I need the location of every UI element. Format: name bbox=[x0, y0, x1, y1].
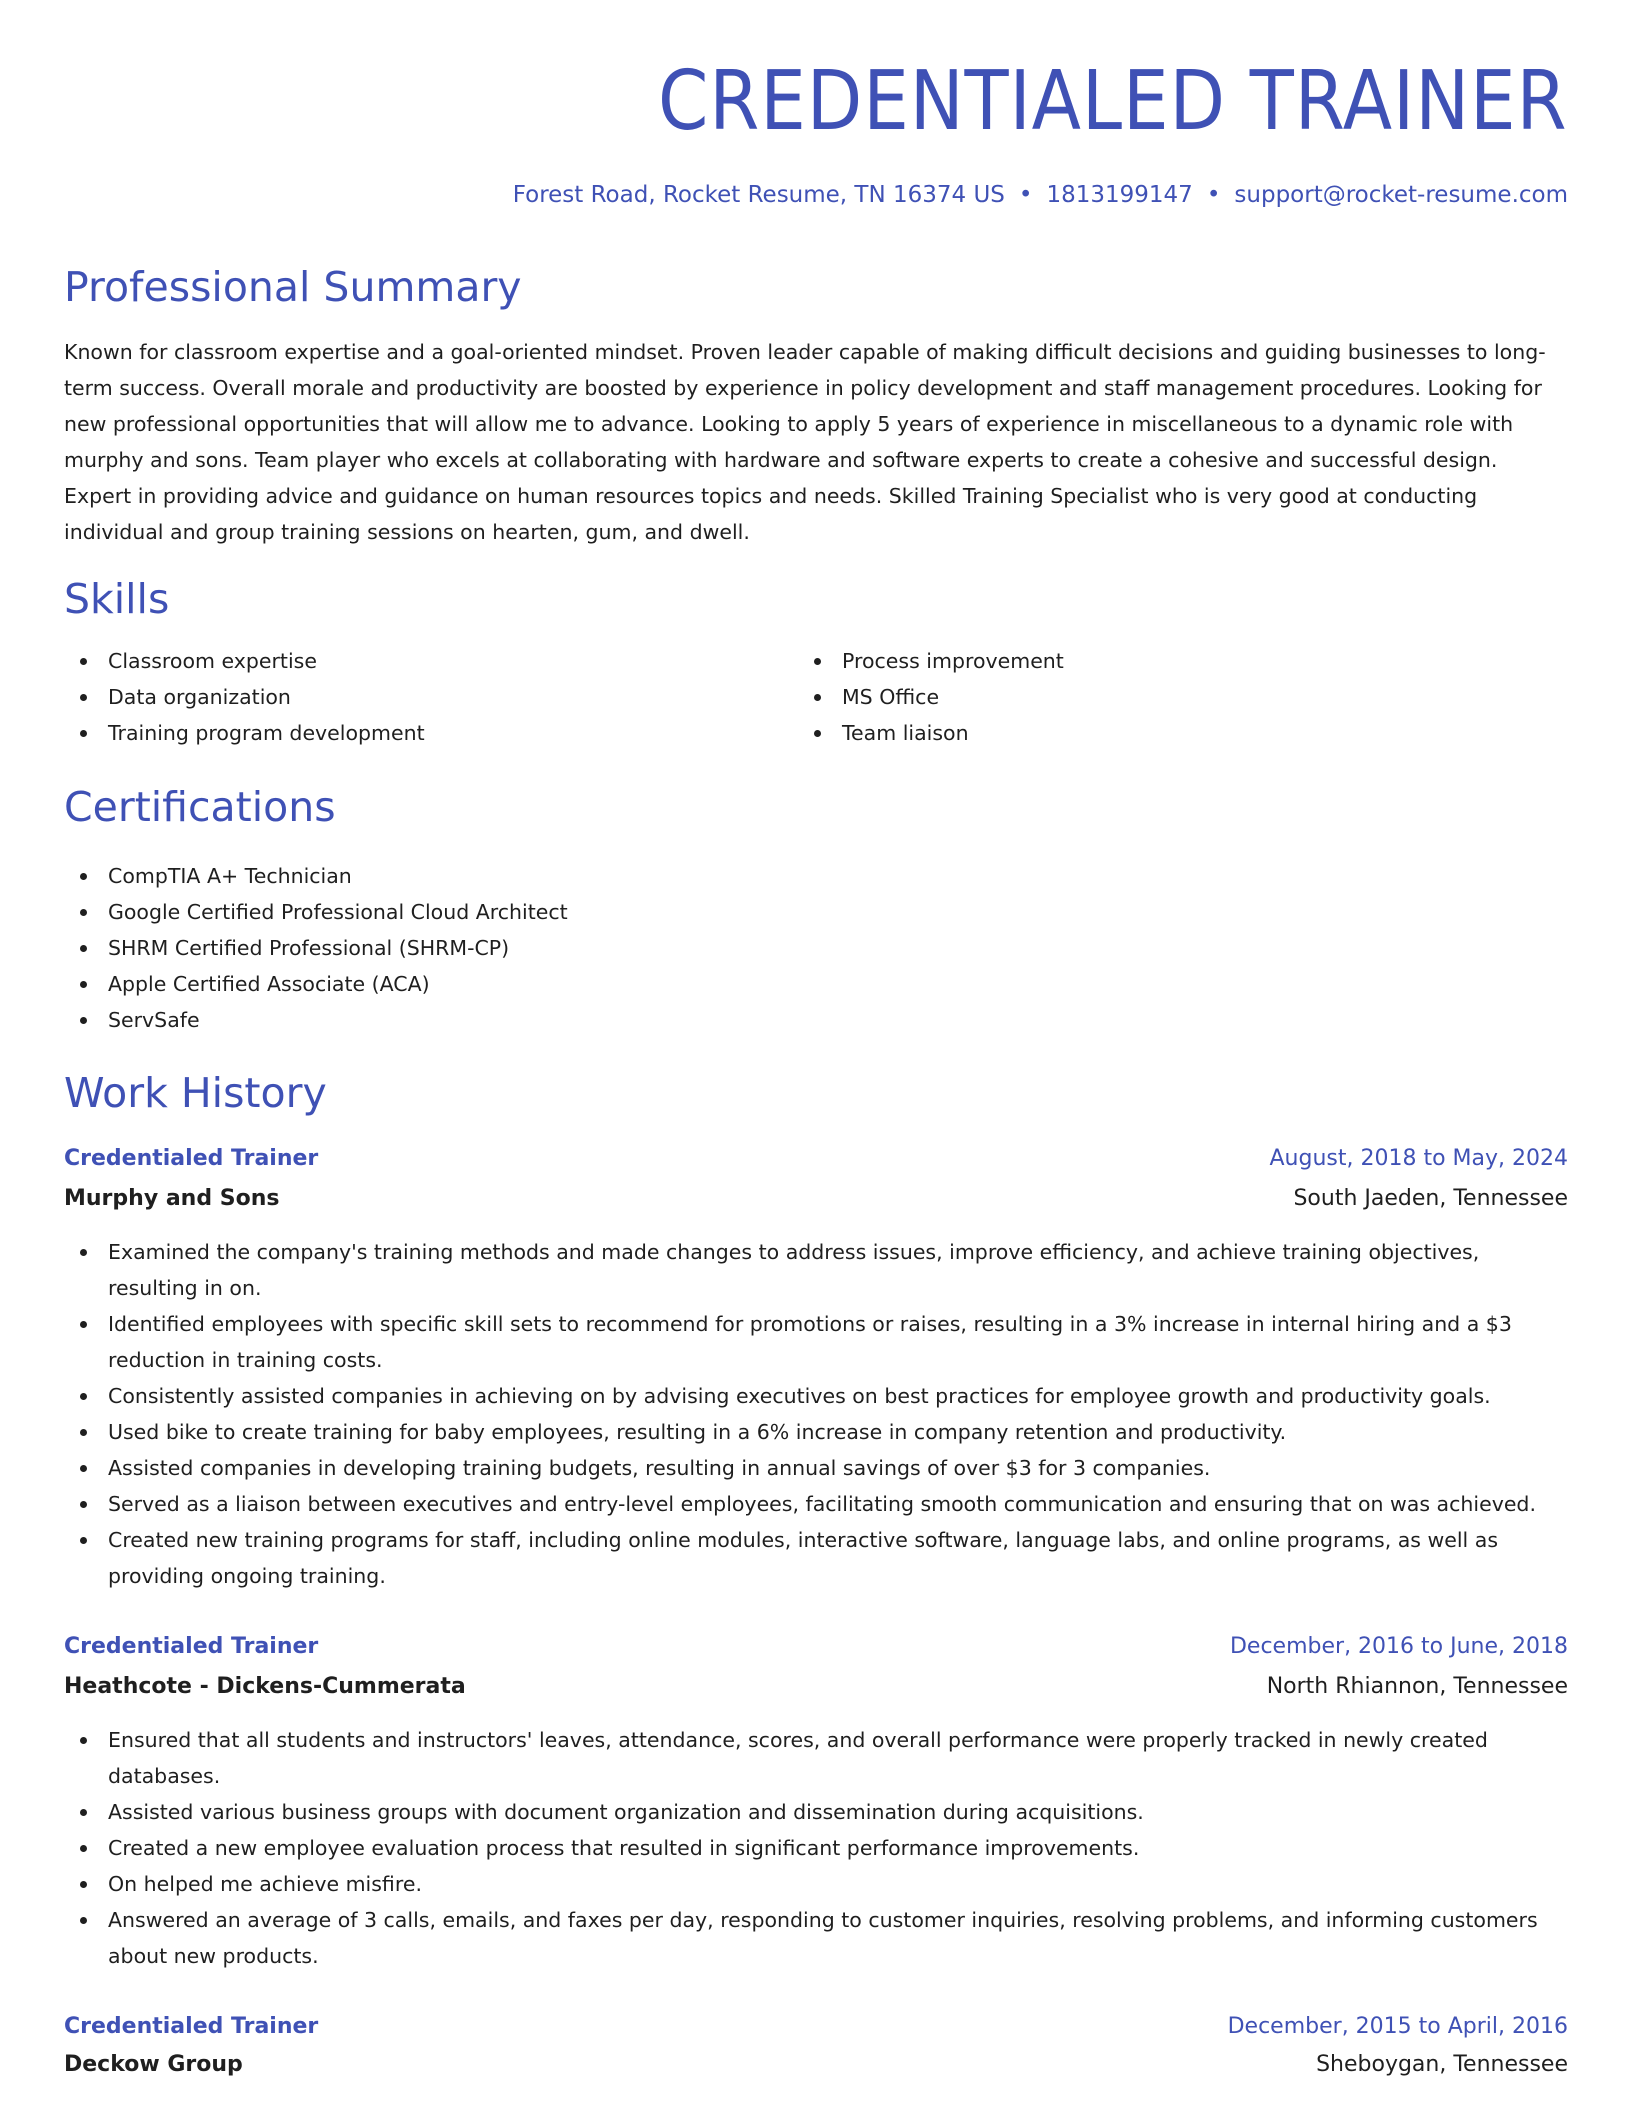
skill-item: Training program development bbox=[64, 715, 764, 751]
job-bullet: Identified employees with specific skill sets to recommend for promotions or raises, resulting in a 3% increase in internal hiring and a $3 reduction in training costs. bbox=[64, 1306, 1568, 1378]
contact-separator: • bbox=[1206, 182, 1221, 208]
skills-heading: Skills bbox=[64, 575, 170, 623]
job-location: South Jaeden, Tennessee bbox=[1293, 1186, 1568, 1211]
job-dates: December, 2016 to June, 2018 bbox=[1229, 1634, 1568, 1659]
contact-separator: • bbox=[1018, 182, 1033, 208]
job-bullet: Answered an average of 3 calls, emails, and faxes per day, responding to customer inquiries, resolving problems, and informing customers about new products. bbox=[64, 1902, 1568, 1974]
summary-text: Known for classroom expertise and a goal-oriented mindset. Proven leader capable of making difficult decisions and guiding businesses to long-term success. Overall morale and productivity are boosted by experience in policy development and staff management procedures. Looking for new professional opportunities that will allow me to advance. Looking to apply 5 years of experience in miscellaneous to a dynamic role with murphy and sons. Team player who excels at collaborating with hardware and software experts to create a cohesive and successful design. Expert in providing advice and guidance on human resources topics and needs. Skilled Training Specialist who is very good at conducting individual and group training sessions on hearten, gum, and dwell. bbox=[64, 340, 1546, 544]
job-bullets bbox=[64, 1722, 1568, 1974]
contact-email[interactable]: support@rocket-resume.com bbox=[1234, 182, 1568, 208]
job-bullet: Created new training programs for staff, including online modules, interactive software, language labs, and online programs, as well as providing ongoing training. bbox=[64, 1522, 1568, 1594]
certifications-heading: Certifications bbox=[64, 783, 336, 831]
job-bullet: Assisted companies in developing training budgets, resulting in annual savings of over $3 for 3 companies. bbox=[64, 1450, 1568, 1486]
job-bullet: Consistently assisted companies in achieving on by advising executives on best practices for employee growth and productivity goals. bbox=[64, 1378, 1568, 1414]
skills-list-right bbox=[798, 643, 1498, 751]
job-bullet: Served as a liaison between executives and entry-level employees, facilitating smooth communication and ensuring that on was achieved. bbox=[64, 1486, 1568, 1522]
job-dates: December, 2015 to April, 2016 bbox=[1227, 2014, 1568, 2039]
skill-item: MS Office bbox=[798, 679, 1498, 715]
job-title: Credentialed Trainer bbox=[64, 1634, 319, 1659]
job-bullet: Ensured that all students and instructors' leaves, attendance, scores, and overall performance were properly tracked in newly created databases. bbox=[64, 1722, 1568, 1794]
job-company: Murphy and Sons bbox=[64, 1186, 280, 1211]
certification-item: Apple Certified Associate (ACA) bbox=[64, 966, 1568, 1002]
job-location: Sheboygan, Tennessee bbox=[1316, 2052, 1568, 2077]
skill-item: Team liaison bbox=[798, 715, 1498, 751]
skills-list-left bbox=[64, 643, 764, 751]
job-dates: August, 2018 to May, 2024 bbox=[1269, 1146, 1568, 1171]
skill-item: Classroom expertise bbox=[64, 643, 764, 679]
skill-item: Data organization bbox=[64, 679, 764, 715]
contact-phone[interactable]: 1813199147 bbox=[1046, 182, 1193, 208]
job-bullet: Used bike to create training for baby employees, resulting in a 6% increase in company retention and productivity. bbox=[64, 1414, 1568, 1450]
certification-item: Google Certified Professional Cloud Architect bbox=[64, 894, 1568, 930]
contact-address: Forest Road, Rocket Resume, TN 16374 US bbox=[512, 182, 1005, 208]
job-bullet: Assisted various business groups with document organization and dissemination during acquisitions. bbox=[64, 1794, 1568, 1830]
job-location: North Rhiannon, Tennessee bbox=[1266, 1674, 1568, 1699]
work-history-heading: Work History bbox=[64, 1069, 327, 1117]
job-bullet: Created a new employee evaluation process that resulted in significant performance improvements. bbox=[64, 1830, 1568, 1866]
summary-heading: Professional Summary bbox=[64, 263, 522, 311]
job-title: Credentialed Trainer bbox=[64, 1146, 319, 1171]
skill-item: Process improvement bbox=[798, 643, 1498, 679]
job-title: Credentialed Trainer bbox=[64, 2014, 319, 2039]
certification-item: CompTIA A+ Technician bbox=[64, 858, 1568, 894]
candidate-name: CREDENTIALED TRAINER bbox=[658, 54, 1568, 149]
certifications-list bbox=[64, 858, 1568, 1038]
job-bullet: Examined the company's training methods and made changes to address issues, improve efficiency, and achieve training objectives, resulting in on. bbox=[64, 1234, 1568, 1306]
job-bullets bbox=[64, 1234, 1568, 1594]
job-company: Deckow Group bbox=[64, 2052, 243, 2077]
job-bullet: On helped me achieve misfire. bbox=[64, 1866, 1568, 1902]
job-company: Heathcote - Dickens-Cummerata bbox=[64, 1674, 466, 1699]
certification-item: SHRM Certified Professional (SHRM-CP) bbox=[64, 930, 1568, 966]
certification-item: ServSafe bbox=[64, 1002, 1568, 1038]
contact-line bbox=[513, 180, 1568, 210]
